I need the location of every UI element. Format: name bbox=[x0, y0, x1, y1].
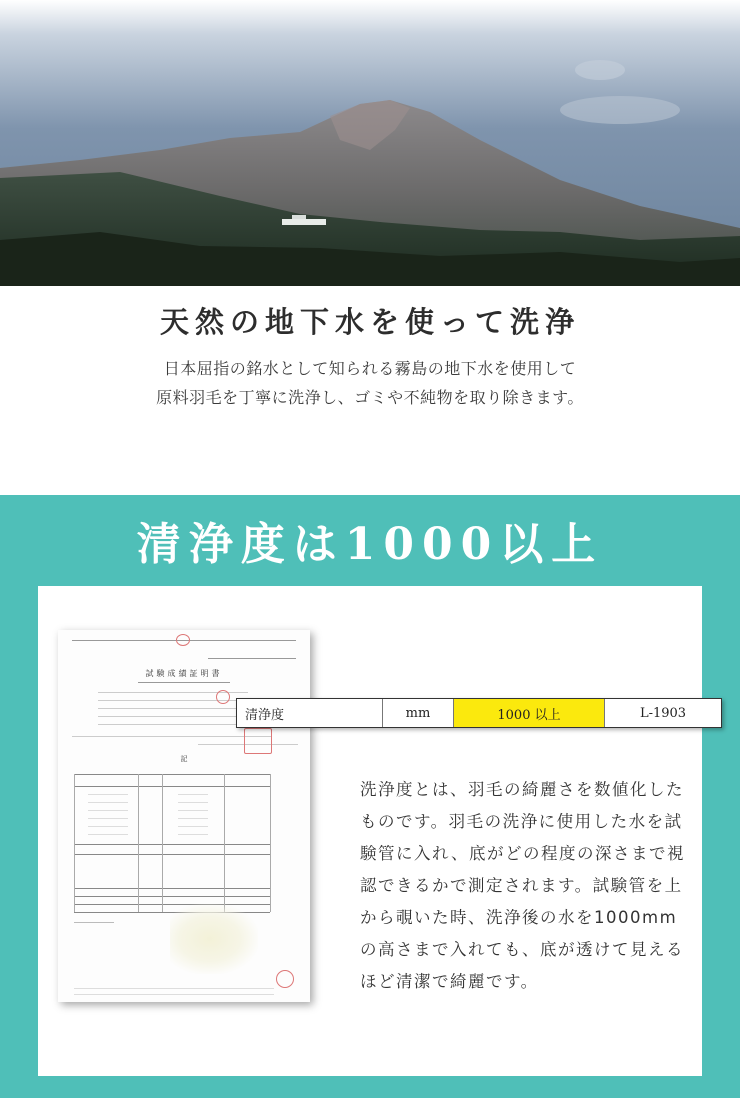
stamp-seal-icon bbox=[216, 690, 230, 704]
cleanliness-row-zoom bbox=[236, 698, 722, 728]
row-value: 1000 以上 bbox=[454, 699, 605, 727]
certificate-document bbox=[58, 630, 310, 1002]
intro-title: 天然の地下水を使って洗浄 bbox=[159, 305, 580, 339]
certificate-section-mark: 記 bbox=[180, 755, 188, 763]
cleanliness-description: 洗浄度とは、羽毛の綺麗さを数値化したものです。羽毛の洗浄に使用した水を試験管に入れ、底がどの程度の深さまで視認できるかで測定されます。試験管を上から覗いた時、洗浄後の水を1000mmの高さまで入れても、底が透けて見えるほど清潔で綺麗です。 bbox=[360, 780, 685, 991]
intro-body-line: 日本屈指の銘水として知られる霧島の地下水を使用して bbox=[163, 359, 577, 378]
cleanliness-panel bbox=[38, 586, 702, 1076]
stamp-seal-icon bbox=[276, 970, 294, 988]
down-sample-image bbox=[170, 904, 258, 974]
stamp-seal-icon bbox=[244, 728, 272, 754]
hero-mountain-photo bbox=[0, 0, 740, 286]
intro-body-line: 原料羽毛を丁寧に洗浄し、ゴミや不純物を取り除きます。 bbox=[156, 388, 584, 407]
row-standard: L-1903 bbox=[639, 705, 687, 721]
row-unit: mm bbox=[383, 699, 454, 727]
stamp-seal-icon bbox=[176, 634, 190, 646]
intro-body bbox=[0, 354, 740, 412]
row-item: 清浄度 bbox=[237, 699, 383, 727]
certificate-title: 試験成績証明書 bbox=[145, 669, 223, 678]
cleanliness-title: 清浄度は1000以上 bbox=[136, 519, 604, 570]
